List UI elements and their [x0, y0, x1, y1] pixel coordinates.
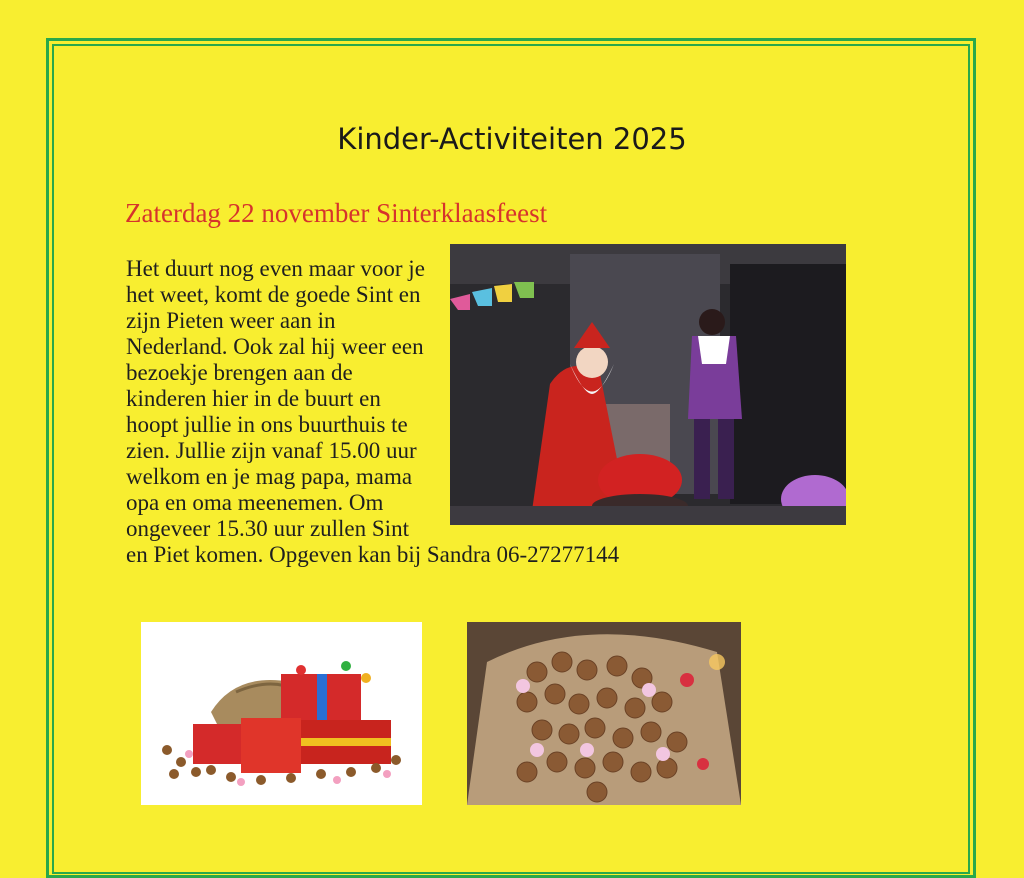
- sinterklaas-stage-photo: [450, 244, 846, 525]
- page-title: Kinder-Activiteiten 2025: [337, 122, 687, 156]
- event-description-block: [126, 256, 846, 568]
- gifts-and-pepernoten-photo: [141, 622, 422, 805]
- event-title: Zaterdag 22 november Sinterklaasfeest: [125, 198, 548, 228]
- event-description: Het duurt nog even maar voor je het weet, komt de goede Sint en zijn Pieten weer aan in Nederland. Ook zal hij weer een bezoekje brengen aan de kinderen hier in de buurt en hoopt jullie in ons buurthuis te zien. Jullie zijn vanaf 15.00 uur welkom en je mag papa, mama opa en oma meenemen. Om ongeveer 15.30 uur zullen Sint en Piet komen. Opgeven kan bij Sandra 06-27277144: [126, 256, 620, 567]
- pepernoten-photo: [467, 622, 741, 805]
